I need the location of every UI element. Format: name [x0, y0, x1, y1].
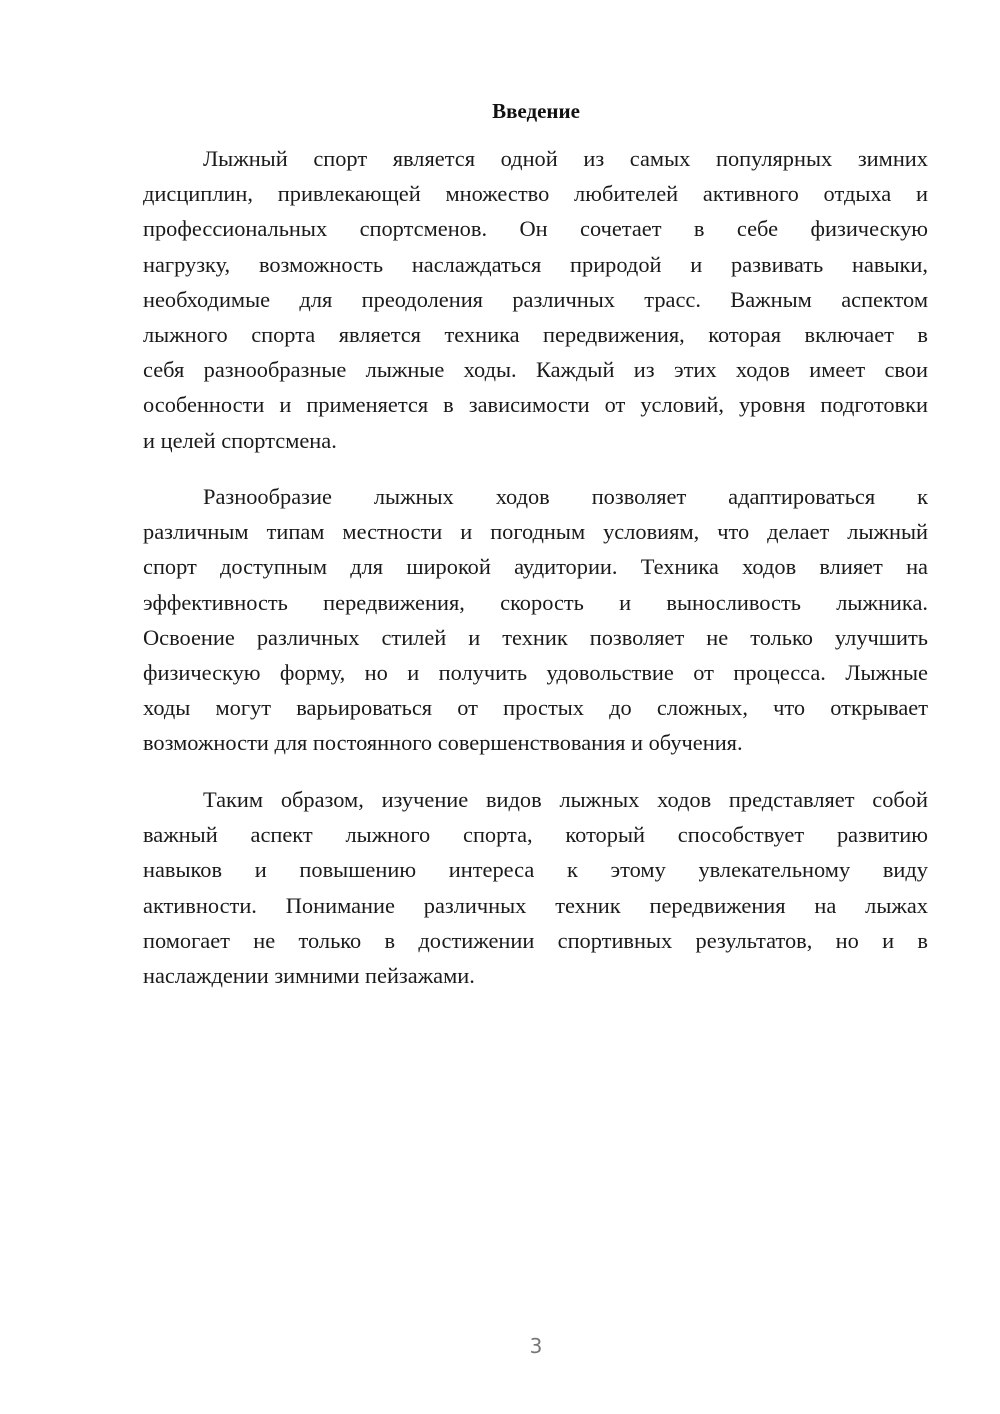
- paragraph-3: [143, 782, 928, 993]
- text-line: Освоение различных стилей и техник позволяет не только улучшить: [143, 624, 928, 650]
- text-line: себя разнообразные лыжные ходы. Каждый из этих ходов имеет свои: [143, 357, 928, 383]
- text-line: и целей спортсмена.: [143, 427, 337, 453]
- text-line: возможности для постоянного совершенствования и обучения.: [143, 730, 743, 756]
- text-line: Лыжный спорт является одной из самых популярных зимних: [203, 146, 928, 171]
- text-line: спорт доступным для широкой аудитории. Техника ходов влияет на: [143, 554, 928, 580]
- page-title: Введение: [492, 99, 580, 123]
- text-line: необходимые для преодоления различных трасс. Важным аспектом: [143, 286, 928, 312]
- text-line: навыков и повышению интереса к этому увлекательному виду: [143, 857, 928, 883]
- text-line: Таким образом, изучение видов лыжных ходов представляет собой: [203, 787, 928, 812]
- text-line: активности. Понимание различных техник передвижения на лыжах: [143, 892, 928, 918]
- text-line: особенности и применяется в зависимости от условий, уровня подготовки: [143, 392, 928, 418]
- text-line: помогает не только в достижении спортивных результатов, но и в: [143, 927, 928, 953]
- text-line: нагрузку, возможность наслаждаться природой и развивать навыки,: [143, 251, 928, 277]
- text-line: важный аспект лыжного спорта, который способствует развитию: [143, 822, 928, 848]
- text-line: Разнообразие лыжных ходов позволяет адаптироваться к: [203, 484, 928, 509]
- text-line: ходы могут варьироваться от простых до сложных, что открывает: [143, 695, 928, 721]
- text-line: дисциплин, привлекающей множество любителей активного отдыха и: [143, 181, 928, 207]
- text-line: наслаждении зимними пейзажами.: [143, 962, 475, 988]
- text-line: эффективность передвижения, скорость и выносливость лыжника.: [143, 589, 928, 615]
- page-number: 3: [529, 1334, 543, 1358]
- text-line: физическую форму, но и получить удовольствие от процесса. Лыжные: [143, 659, 928, 685]
- text-line: различным типам местности и погодным условиям, что делает лыжный: [143, 519, 928, 545]
- paragraph-1: [143, 141, 928, 458]
- text-line: профессиональных спортсменов. Он сочетает в себе физическую: [143, 216, 928, 242]
- text-line: лыжного спорта является техника передвижения, которая включает в: [143, 321, 928, 347]
- paragraph-2: [143, 479, 928, 761]
